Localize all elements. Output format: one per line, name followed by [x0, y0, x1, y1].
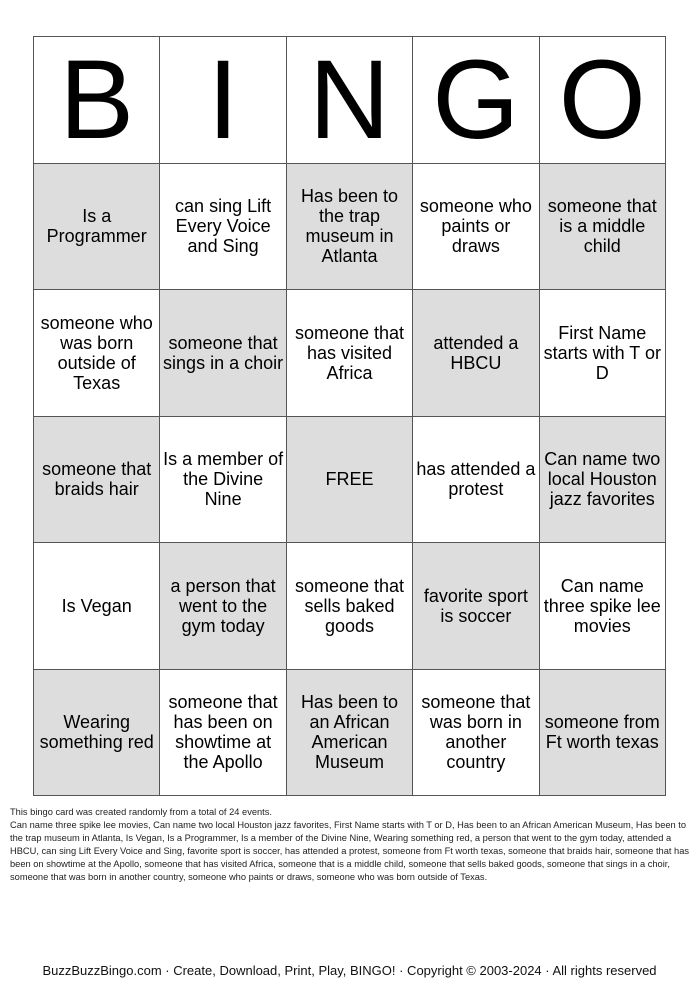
- bingo-cell[interactable]: someone that sells baked goods: [286, 543, 412, 670]
- bingo-cell[interactable]: someone from Ft worth texas: [539, 669, 665, 796]
- bingo-cell[interactable]: Can name three spike lee movies: [539, 543, 665, 670]
- bingo-cell[interactable]: Is a member of the Divine Nine: [160, 416, 286, 543]
- header-letter-o: O: [539, 37, 665, 164]
- bingo-cell[interactable]: someone that sings in a choir: [160, 290, 286, 417]
- card-notes: [10, 806, 690, 884]
- bingo-cell[interactable]: Can name two local Houston jazz favorites: [539, 416, 665, 543]
- notes-events-list: Can name three spike lee movies, Can name two local Houston jazz favorites, First Name starts with T or D, Has been to an African American Museum, Has been to the trap museum in Atlanta, Is Vegan, Is a Programmer, Is a member of the Divine Nine, Wearing something red, a person that went to the gym today, attended a HBCU, can sing Lift Every Voice and Sing, favorite sport is soccer, has attended a protest, someone from Ft worth texas, someone that braids hair, someone that has been on showtime at the Apollo, someone that has visited Africa, someone that is a middle child, someone that sells baked goods, someone that sings in a choir, someone that was born in another country, someone who paints or draws, someone who was born outside of Texas.: [10, 820, 690, 882]
- bingo-card: [33, 36, 666, 796]
- bingo-header-row: [34, 37, 666, 164]
- bingo-cell[interactable]: can sing Lift Every Voice and Sing: [160, 163, 286, 290]
- bingo-cell[interactable]: attended a HBCU: [413, 290, 539, 417]
- header-letter-g: G: [413, 37, 539, 164]
- bingo-cell[interactable]: favorite sport is soccer: [413, 543, 539, 670]
- bingo-cell[interactable]: someone that was born in another country: [413, 669, 539, 796]
- bingo-row: [34, 543, 666, 670]
- free-space-cell[interactable]: FREE: [286, 416, 412, 543]
- bingo-cell[interactable]: someone who paints or draws: [413, 163, 539, 290]
- bingo-cell[interactable]: First Name starts with T or D: [539, 290, 665, 417]
- header-letter-n: N: [286, 37, 412, 164]
- bingo-cell[interactable]: someone that braids hair: [34, 416, 160, 543]
- bingo-cell[interactable]: someone that has visited Africa: [286, 290, 412, 417]
- page-footer: BuzzBuzzBingo.com · Create, Download, Print, Play, BINGO! · Copyright © 2003-2024 · All rights reserved: [42, 963, 657, 978]
- header-letter-b: B: [34, 37, 160, 164]
- bingo-cell[interactable]: Wearing something red: [34, 669, 160, 796]
- bingo-cell[interactable]: has attended a protest: [413, 416, 539, 543]
- bingo-row: [34, 290, 666, 417]
- bingo-cell[interactable]: a person that went to the gym today: [160, 543, 286, 670]
- header-letter-i: I: [160, 37, 286, 164]
- bingo-cell[interactable]: Is a Programmer: [34, 163, 160, 290]
- bingo-cell[interactable]: someone that has been on showtime at the Apollo: [160, 669, 286, 796]
- bingo-row: [34, 669, 666, 796]
- bingo-cell[interactable]: someone who was born outside of Texas: [34, 290, 160, 417]
- bingo-row: [34, 163, 666, 290]
- bingo-cell[interactable]: someone that is a middle child: [539, 163, 665, 290]
- bingo-cell[interactable]: Has been to an African American Museum: [286, 669, 412, 796]
- bingo-cell[interactable]: Is Vegan: [34, 543, 160, 670]
- bingo-cell[interactable]: Has been to the trap museum in Atlanta: [286, 163, 412, 290]
- bingo-row: [34, 416, 666, 543]
- notes-summary: This bingo card was created randomly from a total of 24 events.: [10, 807, 272, 817]
